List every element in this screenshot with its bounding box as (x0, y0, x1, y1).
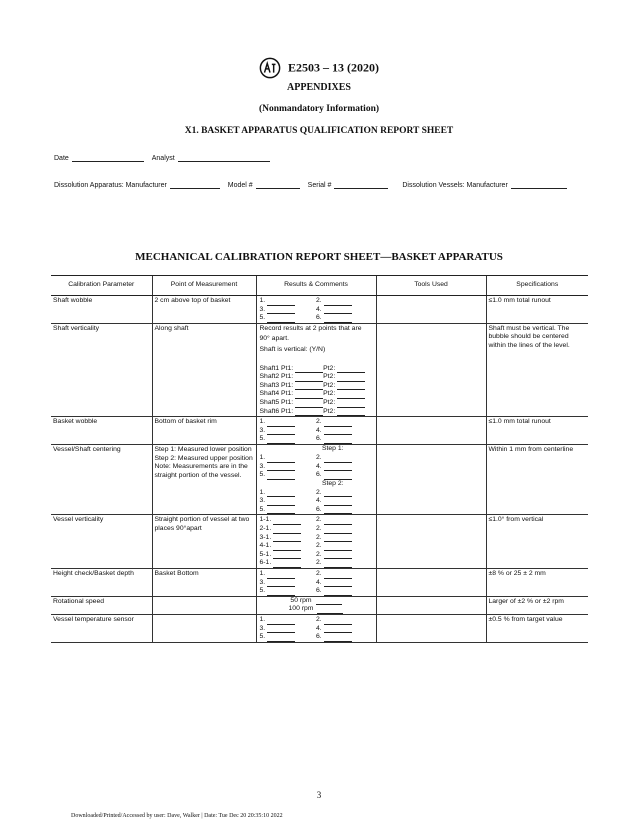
rpm-entry[interactable] (257, 605, 376, 614)
result-blank[interactable] (273, 544, 301, 551)
calibration-parameter-cell: Vessel temperature sensor (51, 615, 152, 643)
result-entry[interactable] (316, 542, 373, 551)
result-entry[interactable] (260, 365, 324, 374)
date-field[interactable]: Date (54, 155, 144, 162)
result-entry[interactable] (316, 489, 373, 498)
calibration-table (51, 275, 588, 643)
result-blank[interactable] (324, 420, 352, 427)
result-label: 2. (316, 418, 322, 426)
result-label: 2-1. (259, 525, 272, 533)
result-blank[interactable] (324, 518, 352, 525)
results-cell (256, 417, 376, 445)
result-blank[interactable] (324, 456, 352, 463)
result-entry[interactable] (260, 625, 317, 634)
result-blank[interactable] (324, 499, 352, 506)
results-instruction: Shaft is vertical: (Y/N) (259, 345, 326, 353)
result-label: 6. (316, 587, 322, 595)
result-blank[interactable] (267, 464, 295, 471)
result-blank[interactable] (267, 626, 295, 633)
result-entry[interactable] (316, 516, 373, 525)
result-entry[interactable] (323, 382, 372, 391)
result-blank[interactable] (324, 307, 352, 314)
result-entry[interactable] (316, 418, 373, 427)
tools-used-cell[interactable] (376, 323, 486, 416)
result-entry[interactable] (260, 471, 317, 480)
tools-used-cell[interactable] (376, 596, 486, 614)
result-label: Pt2: (323, 390, 336, 398)
results-grid (257, 417, 376, 444)
result-blank[interactable] (273, 518, 301, 525)
calibration-parameter-cell: Shaft verticality (51, 323, 152, 416)
result-label: 1. (259, 616, 266, 623)
result-label: 1-1. (259, 516, 272, 524)
rpm-label: 50 rpm (290, 596, 312, 604)
table-row (51, 296, 588, 324)
result-blank[interactable] (324, 490, 352, 497)
result-entry[interactable] (316, 525, 373, 534)
result-blank[interactable] (324, 473, 352, 480)
calibration-parameter-cell: Height check/Basket depth (51, 569, 152, 597)
results-grid (257, 480, 376, 515)
result-entry[interactable] (260, 633, 317, 642)
result-entry[interactable] (260, 616, 317, 625)
result-entry[interactable] (260, 506, 317, 515)
result-label: 5. (259, 587, 266, 595)
result-entry[interactable] (316, 427, 373, 436)
result-entry[interactable] (316, 506, 373, 515)
result-entry[interactable] (260, 399, 324, 408)
result-entry[interactable] (260, 390, 324, 399)
result-label: 1. (259, 570, 266, 578)
result-blank[interactable] (267, 316, 295, 323)
specifications-cell: Within 1 mm from centerline (486, 444, 588, 515)
result-blank[interactable] (295, 375, 323, 382)
result-label: 3. (259, 497, 266, 505)
results-grid (257, 445, 376, 480)
result-label: Pt2: (323, 364, 336, 372)
result-entry[interactable] (260, 525, 317, 534)
result-blank[interactable] (337, 401, 365, 408)
point-of-measurement-cell: Basket Bottom (152, 569, 256, 597)
page-number: 3 (316, 790, 322, 800)
result-blank[interactable] (324, 464, 352, 471)
result-label: 3. (259, 624, 266, 632)
results-grid (257, 515, 376, 568)
result-label: 6-1. (259, 559, 272, 567)
result-label: 2. (316, 525, 322, 533)
tools-used-cell[interactable] (376, 444, 486, 515)
result-label: Shaft6 Pt1: (259, 407, 294, 415)
result-blank[interactable] (267, 572, 295, 579)
header-results-comments: Results & Comments (256, 276, 376, 296)
tools-used-cell[interactable] (376, 569, 486, 597)
results-cell (256, 569, 376, 597)
results-cell (256, 444, 376, 515)
calibration-parameter-cell: Shaft wobble (51, 296, 152, 324)
result-entry[interactable] (316, 534, 373, 543)
specifications-cell: Shaft must be vertical. The bubble should be centered within the lines of the level. (486, 323, 588, 416)
result-blank[interactable] (324, 507, 352, 514)
result-entry[interactable] (316, 551, 373, 560)
result-label: Pt2: (323, 373, 336, 381)
result-blank[interactable] (337, 366, 365, 373)
apparatus-manufacturer-field[interactable]: Dissolution Apparatus: Manufacturer (54, 182, 220, 189)
result-entry[interactable] (260, 489, 317, 498)
result-blank[interactable] (295, 409, 323, 416)
specifications-cell: ≤1.0° from vertical (486, 515, 588, 569)
result-blank[interactable] (267, 299, 295, 306)
result-blank[interactable] (337, 392, 365, 399)
result-blank[interactable] (324, 552, 352, 559)
result-label: 4. (316, 624, 322, 632)
result-blank[interactable] (324, 299, 352, 306)
result-blank[interactable] (267, 490, 295, 497)
result-label: 2. (316, 559, 322, 567)
header-specifications: Specifications (486, 276, 588, 296)
model-field[interactable]: Model # (228, 182, 300, 189)
nonmandatory-heading: (Nonmandatory Information) (258, 104, 380, 114)
result-blank[interactable] (267, 428, 295, 435)
results-cell (256, 323, 376, 416)
result-entry[interactable] (316, 314, 373, 323)
result-label: 5. (259, 314, 266, 322)
table-row (51, 615, 588, 643)
result-blank[interactable] (267, 307, 295, 314)
results-cell (256, 615, 376, 643)
rpm-entry[interactable] (257, 597, 376, 606)
result-entry[interactable] (260, 542, 317, 551)
specifications-cell: ≤1.0 mm total runout (486, 417, 588, 445)
result-label: 4-1. (259, 542, 272, 550)
result-label: 2. (316, 488, 322, 496)
result-label: Shaft2 Pt1: (259, 373, 294, 381)
result-label: 6. (316, 435, 322, 443)
result-label: 2. (316, 516, 322, 524)
section-title: X1. BASKET APPARATUS QUALIFICATION REPORT SHEET (184, 126, 454, 136)
calibration-parameter-cell: Basket wobble (51, 417, 152, 445)
result-label: 3-1. (259, 533, 272, 541)
point-of-measurement-cell: 2 cm above top of basket (152, 296, 256, 324)
result-blank[interactable] (324, 572, 352, 579)
results-cell (256, 596, 376, 614)
result-entry[interactable] (316, 435, 373, 444)
tools-used-cell[interactable] (376, 296, 486, 324)
result-label: 2. (316, 453, 322, 461)
result-label: 6. (316, 633, 322, 641)
result-label: Pt2: (323, 407, 336, 415)
result-blank[interactable] (295, 366, 323, 373)
result-entry[interactable] (260, 454, 317, 463)
spacer (257, 356, 376, 364)
results-instruction: 90° apart. (259, 335, 290, 343)
result-entry[interactable] (323, 373, 372, 382)
vessels-manufacturer-field[interactable]: Dissolution Vessels: Manufacturer (402, 182, 566, 189)
result-entry[interactable] (260, 551, 317, 560)
result-entry[interactable] (260, 408, 324, 417)
analyst-field[interactable]: Analyst (152, 155, 270, 162)
specifications-cell: ±8 % or 25 ± 2 mm (486, 569, 588, 597)
result-blank[interactable] (316, 598, 342, 605)
results-grid (257, 615, 376, 642)
result-entry[interactable] (323, 390, 372, 399)
result-entry[interactable] (260, 570, 317, 579)
result-label: 5. (259, 505, 266, 513)
result-label: 3. (259, 578, 266, 586)
result-label: 6. (316, 471, 322, 479)
table-header-row (51, 276, 588, 296)
rpm-label: 100 rpm (288, 605, 314, 613)
header-calibration-parameter: Calibration Parameter (51, 276, 152, 296)
result-label: 3. (259, 426, 266, 434)
result-label: Shaft5 Pt1: (259, 398, 294, 406)
result-label: 2. (316, 616, 322, 623)
result-entry[interactable] (260, 516, 317, 525)
result-blank[interactable] (324, 428, 352, 435)
result-entry[interactable] (260, 559, 317, 568)
result-blank[interactable] (267, 456, 295, 463)
step-label: Step 1: (321, 444, 344, 452)
result-entry[interactable] (316, 454, 373, 463)
point-of-measurement-cell: Straight portion of vessel at two places 90°apart (152, 515, 256, 569)
result-entry[interactable] (260, 497, 317, 506)
result-blank[interactable] (324, 589, 352, 596)
result-label: 2. (316, 570, 322, 578)
results-grid (257, 569, 376, 596)
point-of-measurement-cell: Along shaft (152, 323, 256, 416)
serial-field[interactable]: Serial # (308, 182, 389, 189)
point-of-measurement-cell: Step 1: Measured lower position Step 2: Measured upper position Note: Measurements are in the straight portion of the vessel. (152, 444, 256, 515)
results-cell (256, 515, 376, 569)
step-label: Step 2: (321, 479, 344, 487)
result-blank[interactable] (324, 561, 352, 568)
result-blank[interactable] (267, 499, 295, 506)
result-label: 1. (259, 453, 266, 461)
result-entry[interactable] (316, 616, 373, 625)
result-entry[interactable] (260, 427, 317, 436)
result-blank[interactable] (324, 437, 352, 444)
point-of-measurement-cell: Bottom of basket rim (152, 417, 256, 445)
result-blank[interactable] (295, 392, 323, 399)
result-label: 5. (259, 471, 266, 479)
calibration-parameter-cell: Rotational speed (51, 596, 152, 614)
calibration-parameter-cell: Vessel/Shaft centering (51, 444, 152, 515)
result-entry[interactable] (260, 534, 317, 543)
result-label: 1. (259, 297, 266, 304)
appendixes-heading: APPENDIXES (287, 82, 351, 93)
table-row (51, 323, 588, 416)
results-instruction: Record results at 2 points that are (259, 324, 362, 332)
result-blank[interactable] (324, 316, 352, 323)
result-blank[interactable] (324, 635, 352, 642)
result-entry[interactable] (316, 570, 373, 579)
result-label: 4. (316, 462, 322, 470)
result-blank[interactable] (324, 527, 352, 534)
result-entry[interactable] (260, 382, 324, 391)
results-grid (257, 296, 376, 323)
result-entry[interactable] (260, 373, 324, 382)
result-entry[interactable] (316, 559, 373, 568)
result-entry[interactable] (316, 579, 373, 588)
date-analyst-row (54, 155, 276, 162)
result-blank[interactable] (267, 589, 295, 596)
result-label: 4. (316, 578, 322, 586)
apparatus-row (54, 182, 573, 189)
tools-used-cell[interactable] (376, 615, 486, 643)
results-grid (257, 364, 376, 417)
result-entry[interactable] (316, 587, 373, 596)
result-blank[interactable] (324, 626, 352, 633)
result-blank[interactable] (337, 375, 365, 382)
result-entry[interactable] (260, 579, 317, 588)
header-tools-used: Tools Used (376, 276, 486, 296)
result-label: Shaft1 Pt1: (259, 364, 294, 372)
result-label: Shaft3 Pt1: (259, 381, 294, 389)
result-entry[interactable] (260, 418, 317, 427)
header-point-of-measurement: Point of Measurement (152, 276, 256, 296)
result-blank[interactable] (273, 527, 301, 534)
point-of-measurement-cell (152, 596, 256, 614)
result-entry[interactable] (316, 306, 373, 315)
result-label: 2. (316, 542, 322, 550)
result-blank[interactable] (295, 401, 323, 408)
tools-used-cell[interactable] (376, 417, 486, 445)
result-blank[interactable] (317, 607, 343, 614)
result-label: 3. (259, 462, 266, 470)
astm-logo-icon (259, 57, 281, 79)
result-label: 1. (259, 418, 266, 426)
result-blank[interactable] (267, 437, 295, 444)
result-label: 5. (259, 435, 266, 443)
result-blank[interactable] (267, 420, 295, 427)
download-footer: Downloaded/Printed/Accessed by user: Dave, Walker | Date: Tue Dec 20 20:35:10 2022 (71, 813, 283, 819)
table-row (51, 515, 588, 569)
standard-number: E2503 – 13 (2020) (288, 60, 379, 75)
result-entry[interactable] (323, 399, 372, 408)
table-row (51, 444, 588, 515)
result-entry[interactable] (316, 625, 373, 634)
result-entry[interactable] (316, 471, 373, 480)
results-cell (256, 296, 376, 324)
result-blank[interactable] (324, 544, 352, 551)
specifications-cell: ±0.5 % from target value (486, 615, 588, 643)
result-entry[interactable] (260, 306, 317, 315)
result-label: 4. (316, 305, 322, 313)
result-label: 6. (316, 314, 322, 322)
result-label: 4. (316, 497, 322, 505)
result-blank[interactable] (267, 473, 295, 480)
result-label: 6. (316, 505, 322, 513)
table-row (51, 596, 588, 614)
result-blank[interactable] (337, 409, 365, 416)
result-blank[interactable] (273, 552, 301, 559)
result-label: 1. (259, 488, 266, 496)
result-label: Shaft4 Pt1: (259, 390, 294, 398)
result-blank[interactable] (324, 618, 352, 625)
result-blank[interactable] (267, 635, 295, 642)
result-blank[interactable] (267, 618, 295, 625)
result-label: 2. (316, 297, 322, 304)
table-row (51, 569, 588, 597)
result-blank[interactable] (273, 561, 301, 568)
table-row (51, 417, 588, 445)
result-blank[interactable] (337, 383, 365, 390)
result-blank[interactable] (295, 383, 323, 390)
result-entry[interactable] (260, 314, 317, 323)
result-blank[interactable] (267, 580, 295, 587)
tools-used-cell[interactable] (376, 515, 486, 569)
result-blank[interactable] (324, 535, 352, 542)
result-label: 3. (259, 305, 266, 313)
result-entry[interactable] (323, 408, 372, 417)
standard-header (0, 57, 638, 79)
result-label: 5-1. (259, 550, 272, 558)
result-entry[interactable] (316, 463, 373, 472)
result-entry[interactable] (260, 297, 317, 306)
point-of-measurement-cell (152, 615, 256, 643)
result-entry[interactable] (316, 297, 373, 306)
result-entry[interactable] (323, 365, 372, 374)
result-blank[interactable] (267, 507, 295, 514)
specifications-cell: ≤1.0 mm total runout (486, 296, 588, 324)
result-label: 4. (316, 426, 322, 434)
result-entry[interactable] (260, 587, 317, 596)
result-label: 5. (259, 633, 266, 641)
result-label: 2. (316, 533, 322, 541)
result-label: Pt2: (323, 381, 336, 389)
specifications-cell: Larger of ±2 % or ±2 rpm (486, 596, 588, 614)
result-blank[interactable] (273, 535, 301, 542)
calibration-parameter-cell: Vessel verticality (51, 515, 152, 569)
result-entry[interactable] (316, 497, 373, 506)
result-label: Pt2: (323, 398, 336, 406)
result-entry[interactable] (260, 435, 317, 444)
table-title: MECHANICAL CALIBRATION REPORT SHEET—BASKET APPARATUS (135, 251, 503, 263)
result-blank[interactable] (324, 580, 352, 587)
result-entry[interactable] (316, 633, 373, 642)
result-label: 2. (316, 550, 322, 558)
result-entry[interactable] (260, 463, 317, 472)
